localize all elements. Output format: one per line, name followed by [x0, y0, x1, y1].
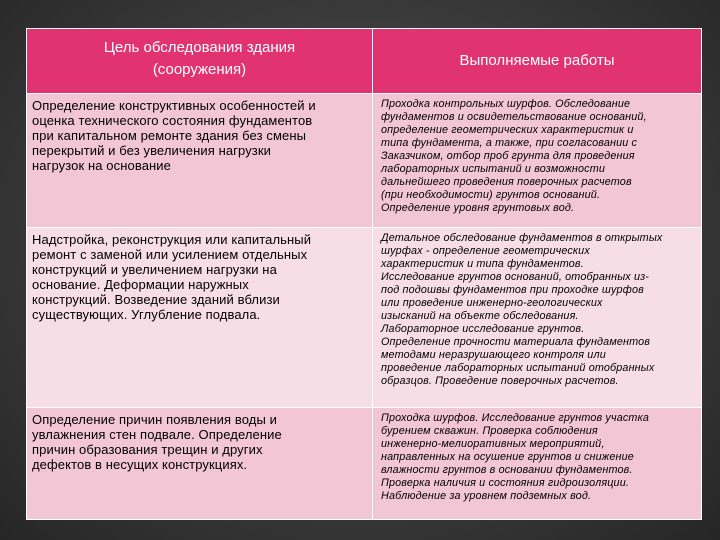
goal-text-line: оценка технического состояния фундаментов — [32, 113, 313, 128]
works-cell — [373, 94, 702, 228]
works-text-line: изысканий на объекте обследования. — [381, 310, 579, 322]
works-text-line: Проверка наличия и состояния гидроизоляции. — [381, 477, 630, 489]
goal-cell — [27, 228, 373, 408]
works-text-line: бурением скважин. Проверка соблюдения — [381, 425, 598, 437]
works-text-line: Исследование грунтов оснований, отобранных из- — [381, 271, 650, 283]
works-cell — [373, 228, 702, 408]
header-goal-line-2: (сооружения) — [152, 61, 247, 78]
works-text-line: направленных на осушение грунтов и снижение — [381, 451, 634, 463]
works-text-line: фундаментов и освидетельствование оснований, — [381, 111, 647, 123]
goal-text-line: ремонт с заменой или усилением отдельных — [32, 247, 308, 262]
works-cell — [373, 408, 702, 520]
goal-text-line: причин образования трещин и других — [32, 442, 263, 457]
works-text-line: (при необходимости) грунтов оснований. — [381, 189, 601, 201]
works-text-line: Определение уровня грунтовых вод. — [381, 202, 575, 214]
works-table — [26, 28, 702, 520]
goal-cell — [27, 94, 373, 228]
table-header-row — [27, 29, 702, 94]
works-text-line: образцов. Проведение поверочных расчетов. — [381, 375, 619, 387]
works-text-line: или проведение инженерно-геологических — [381, 297, 603, 309]
goal-text-line: основание. Деформации наружных — [32, 277, 249, 292]
goal-text-line: Определение причин появления воды и — [32, 412, 277, 427]
works-text-line: Проходка шурфов. Исследование грунтов участка — [381, 412, 649, 424]
table-row — [27, 408, 702, 520]
works-text-line: методами неразрушающего контроля или — [381, 349, 606, 361]
works-text-line: Определение прочности материала фундаментов — [381, 336, 651, 348]
header-works — [373, 29, 702, 94]
works-text-line: проведение лабораторных испытаний отобранных — [381, 362, 655, 374]
works-text-line: лабораторных испытаний и возможности — [381, 163, 605, 175]
goal-text-line: существующих. Углубление подвала. — [32, 307, 261, 322]
goal-text-line: увлажнения стен подвале. Определение — [32, 427, 282, 442]
works-text-line: определение геометрических характеристик и — [381, 124, 634, 136]
works-text-line: инженерно-мелиоративных мероприятий, — [381, 438, 605, 450]
works-text-line: Проходка контрольных шурфов. Обследование — [381, 98, 631, 110]
goal-text-line: нагрузок на основание — [32, 158, 171, 173]
header-works-line-1: Выполняемые работы — [459, 52, 615, 69]
goal-text-line: перекрытий и без увеличения нагрузки — [32, 143, 272, 158]
works-text-line: шурфах - определение геометрических — [381, 245, 590, 257]
header-goal-line-1: Цель обследования здания — [103, 39, 296, 56]
works-text-line: характеристик и типа фундаментов. — [381, 258, 584, 270]
works-text-line: дальнейшего проведения поверочных расчетов — [381, 176, 632, 188]
goal-text-line: дефектов в несущих конструкциях. — [32, 457, 248, 472]
works-text-line: типа фундамента, а также, при согласовании с — [381, 137, 638, 149]
goal-text-line: при капитальном ремонте здания без смены — [32, 128, 307, 143]
works-text-line: Детальное обследование фундаментов в открытых — [381, 232, 663, 244]
works-text-line: под подошвы фундаментов при проходке шурфов — [381, 284, 644, 296]
works-text-line: влажности грунтов в основании фундаментов. — [381, 464, 633, 476]
works-text-line: Наблюдение за уровнем подземных вод. — [381, 490, 592, 502]
header-goal — [27, 29, 373, 94]
goal-text-line: конструкций и увеличением нагрузки на — [32, 262, 277, 277]
goal-text-line: Определение конструктивных особенностей и — [32, 98, 316, 113]
table-row — [27, 228, 702, 408]
works-text-line: Заказчиком, отбор проб грунта для проведения — [381, 150, 635, 162]
goal-text-line: Надстройка, реконструкция или капитальный — [32, 232, 312, 247]
goal-cell — [27, 408, 373, 520]
table-row — [27, 94, 702, 228]
goal-text-line: конструкций. Возведение зданий вблизи — [32, 292, 280, 307]
works-text-line: Лабораторное исследование грунтов. — [381, 323, 585, 335]
